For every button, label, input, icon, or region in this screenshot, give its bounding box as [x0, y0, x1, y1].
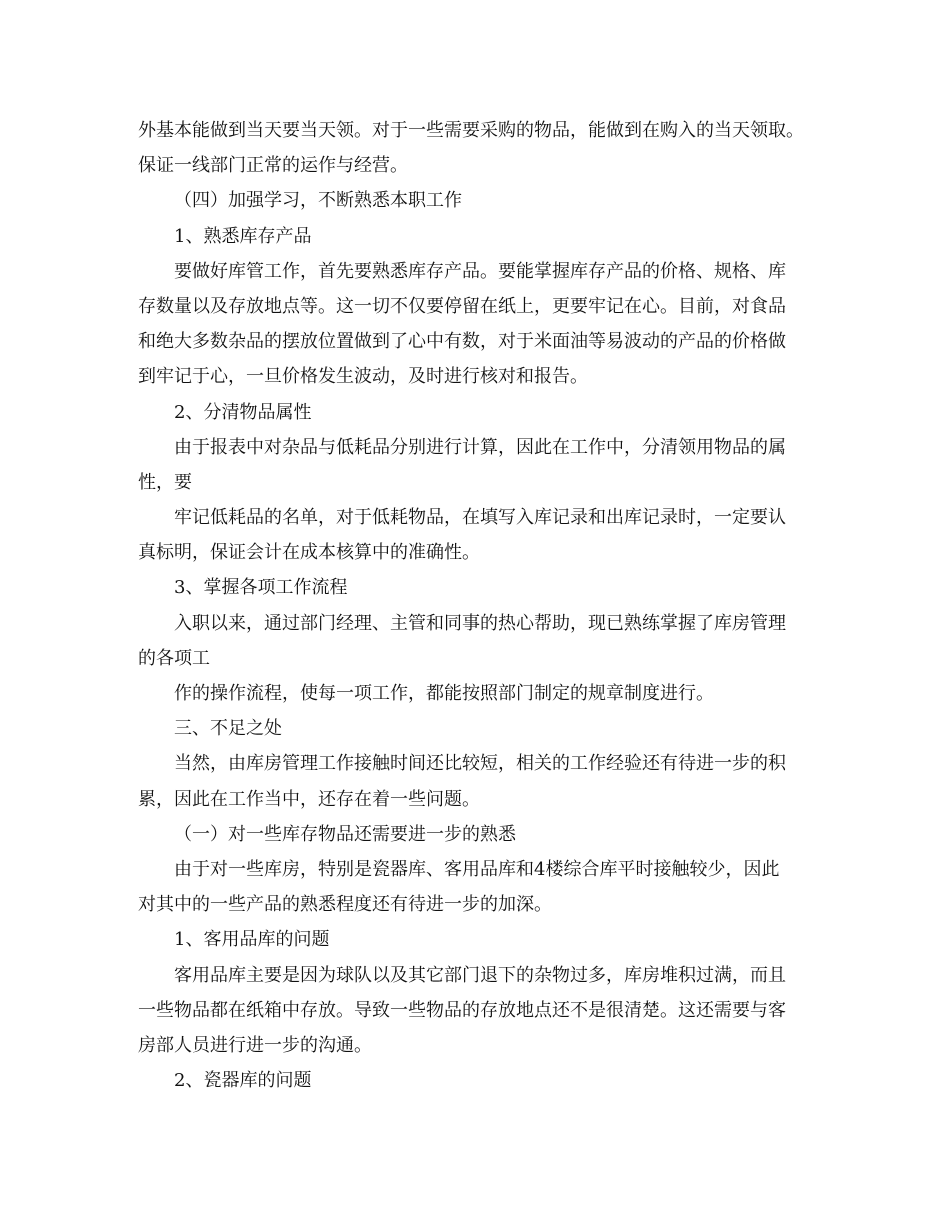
- body-line: 一些物品都在纸箱中存放。导致一些物品的存放地点还不是很清楚。这还需要与客: [138, 999, 786, 1021]
- body-line: 房部人员进行进一步的沟通。: [138, 1034, 372, 1056]
- subsection-heading: 1、客用品库的问题: [174, 929, 330, 951]
- subsection-heading: 3、掌握各项工作流程: [174, 577, 348, 599]
- subsection-heading: 1、熟悉库存产品: [174, 225, 312, 247]
- body-line: 由于对一些库房，特别是瓷器库、客用品库和4楼综合库平时接触较少，因此: [174, 858, 780, 880]
- body-line: 真标明，保证会计在成本核算中的准确性。: [138, 542, 480, 564]
- document-body: [138, 113, 828, 1098]
- body-line: 的各项工: [138, 647, 210, 669]
- body-line: 牢记低耗品的名单，对于低耗物品，在填写入库记录和出库记录时，一定要认: [174, 507, 786, 529]
- body-line: 当然，由库房管理工作接触时间还比较短，相关的工作经验还有待进一步的积: [174, 753, 786, 775]
- subsection-heading: 2、分清物品属性: [174, 401, 312, 423]
- body-line: 外基本能做到当天要当天领。对于一些需要采购的物品，能做到在购入的当天领取。: [138, 120, 804, 141]
- body-line: 作的操作流程，使每一项工作，都能按照部门制定的规章制度进行。: [174, 683, 714, 704]
- body-line: 性，要: [138, 471, 192, 493]
- body-line: 客用品库主要是因为球队以及其它部门退下的杂物过多，库房堆积过满，而且: [174, 964, 786, 986]
- body-line: 和绝大多数杂品的摆放位置做到了心中有数，对于米面油等易波动的产品的价格做: [138, 331, 786, 353]
- body-line: 对其中的一些产品的熟悉程度还有待进一步的加深。: [138, 894, 552, 916]
- body-line: 累，因此在工作当中，还存在着一些问题。: [138, 788, 480, 810]
- body-line: 由于报表中对杂品与低耗品分别进行计算，因此在工作中，分清领用物品的属: [174, 436, 786, 458]
- subsection-heading: 2、瓷器库的问题: [174, 1070, 312, 1092]
- body-line: 存数量以及存放地点等。这一切不仅要停留在纸上，更要牢记在心。目前，对食品: [138, 295, 786, 317]
- section-heading: （一）对一些库存物品还需要进一步的熟悉: [174, 823, 516, 845]
- body-line: 保证一线部门正常的运作与经营。: [138, 155, 408, 177]
- section-heading: （四）加强学习，不断熟悉本职工作: [174, 190, 462, 212]
- body-line: 到牢记于心，一旦价格发生波动，及时进行核对和报告。: [138, 366, 588, 388]
- body-line: 入职以来，通过部门经理、主管和同事的热心帮助，现已熟练掌握了库房管理: [174, 612, 786, 634]
- body-line: 要做好库管工作，首先要熟悉库存产品。要能掌握库存产品的价格、规格、库: [174, 260, 786, 282]
- section-heading: 三、不足之处: [174, 718, 282, 740]
